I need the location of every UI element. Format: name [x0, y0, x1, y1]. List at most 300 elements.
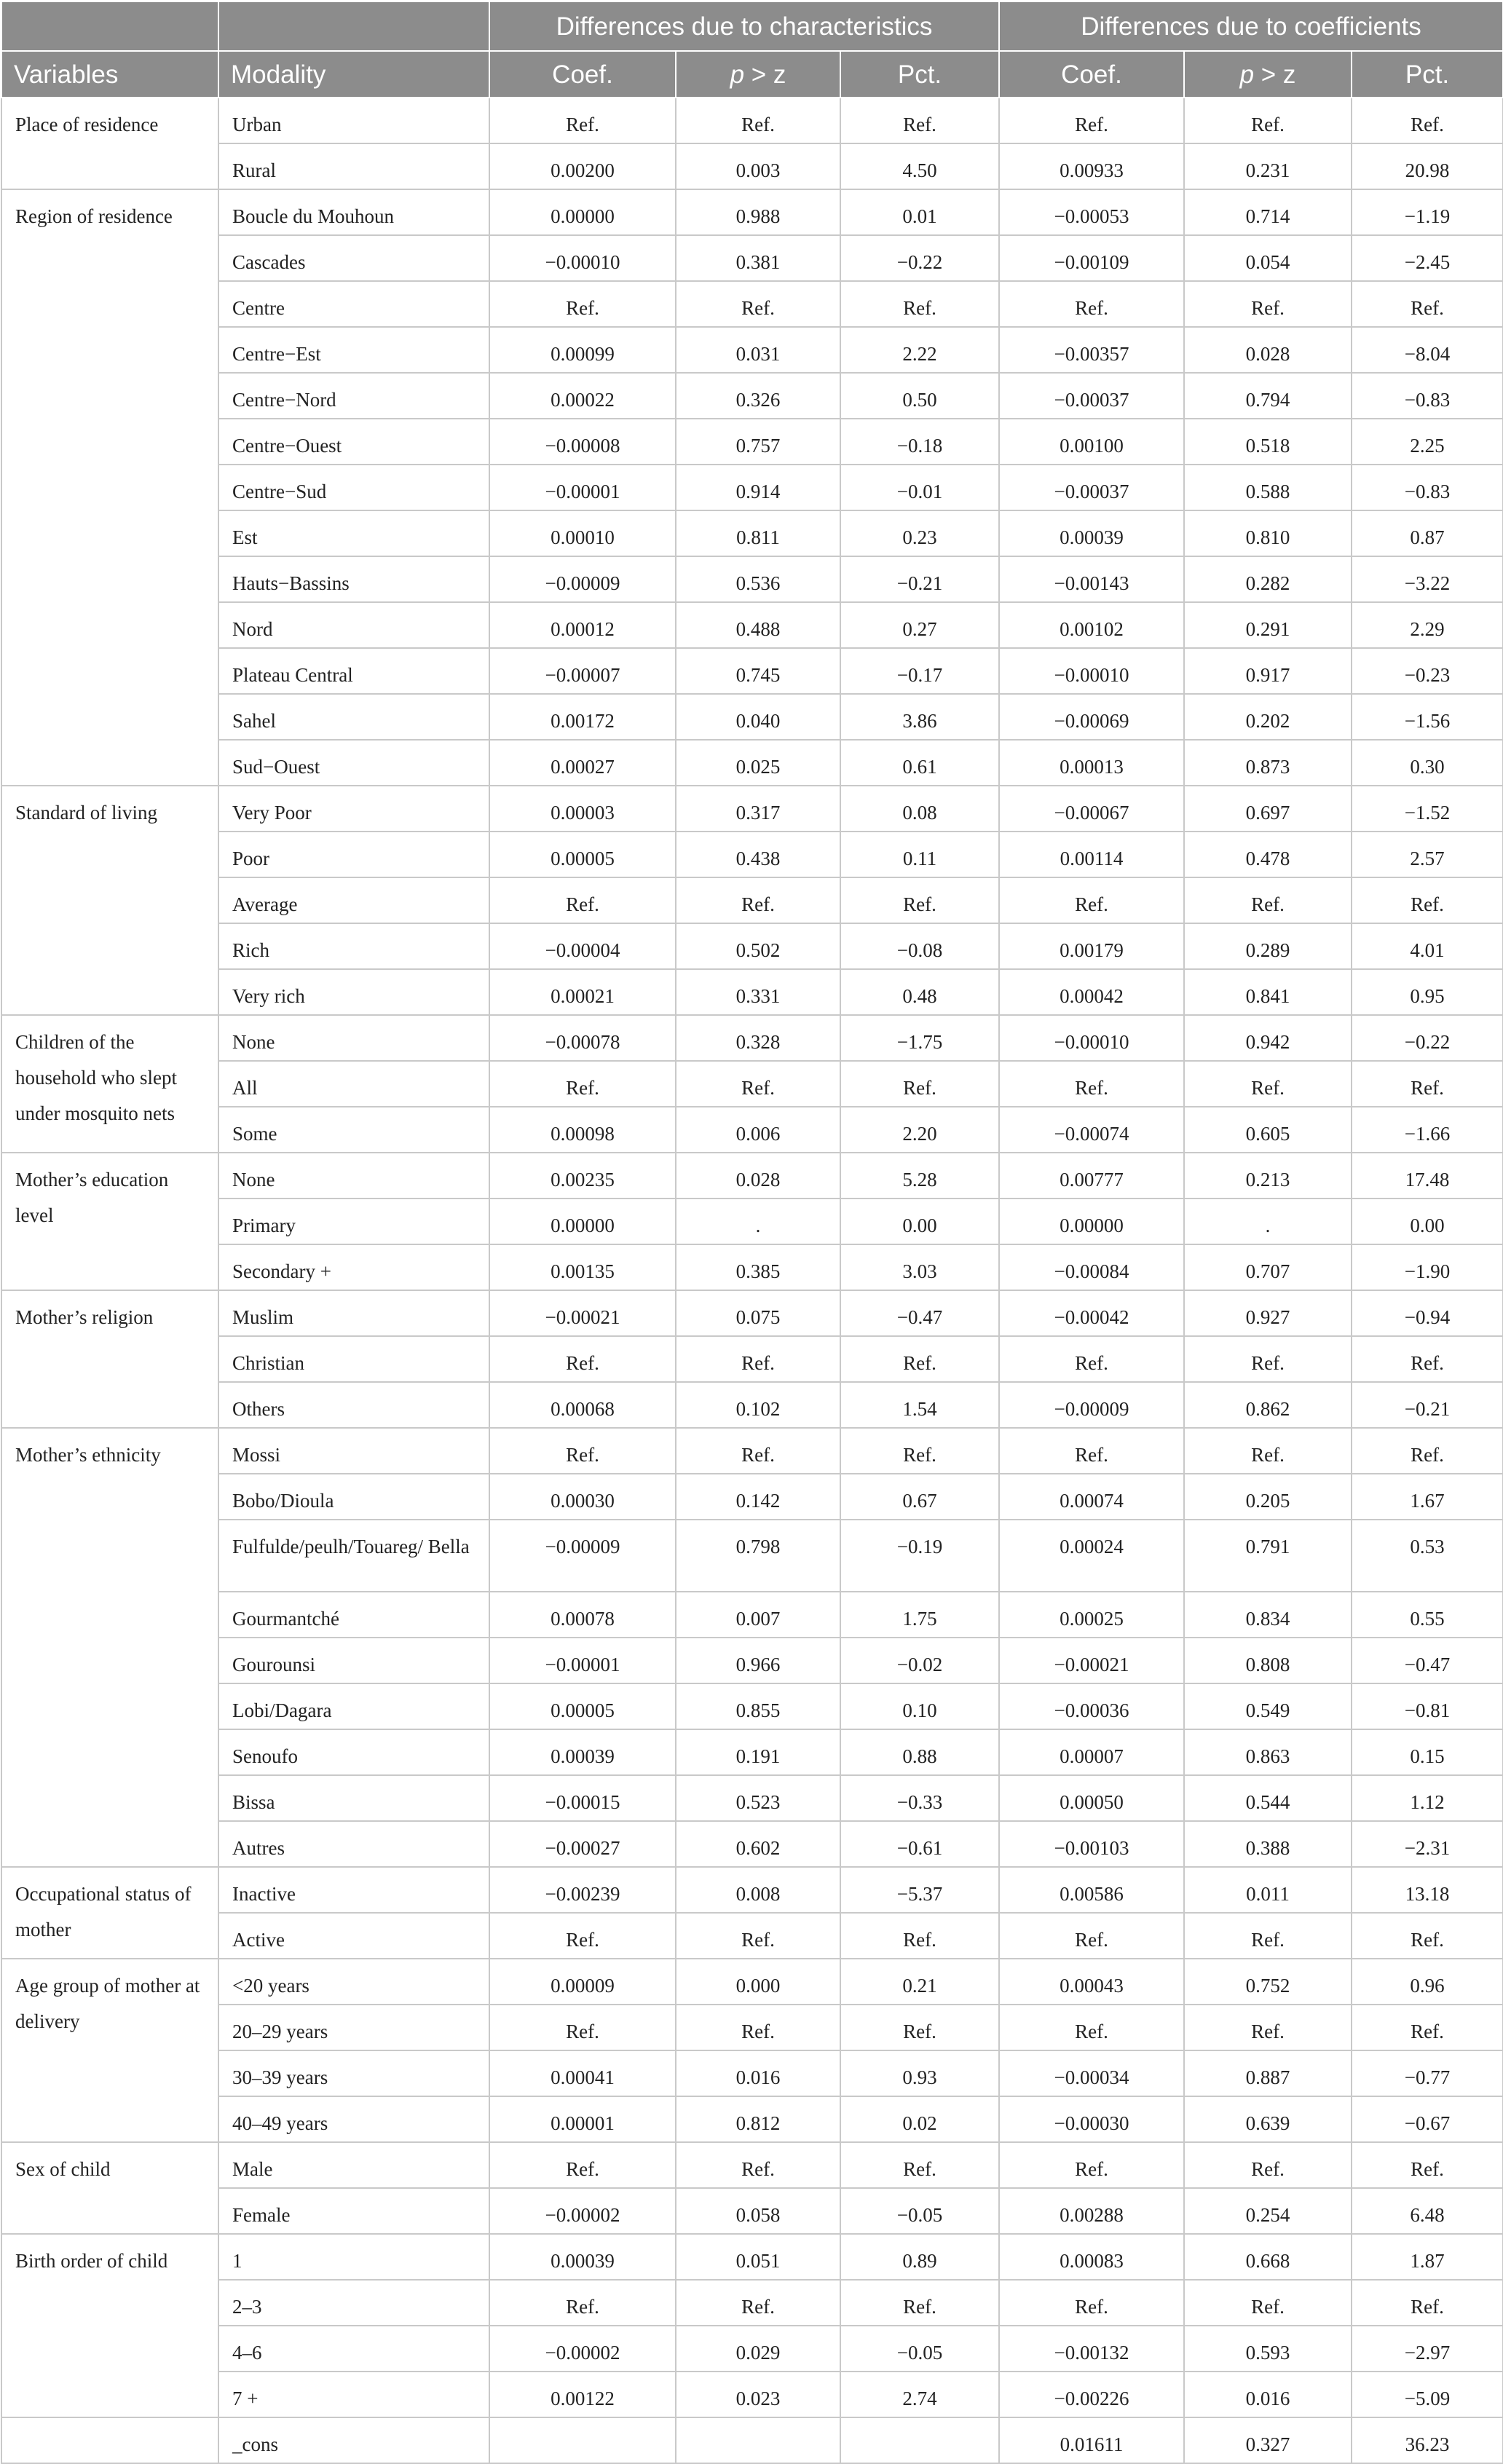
- coef-characteristics-value: 0.00005: [551, 1699, 615, 1721]
- coef-coefficients-value: 0.00100: [1060, 435, 1124, 457]
- coef-coefficients-cell: [999, 2142, 1184, 2188]
- modality-cell: [218, 419, 489, 465]
- pct-characteristics-value: −0.33: [896, 1790, 943, 1813]
- table-row: [1, 1729, 1503, 1775]
- table-row: [1, 648, 1503, 694]
- pvalue-coefficients-value: 0.917: [1245, 664, 1290, 686]
- coef-coefficients-cell: [999, 1382, 1184, 1428]
- pct-characteristics-value: Ref.: [903, 1077, 936, 1099]
- table-row: [1, 2417, 1503, 2463]
- pvalue-coefficients-cell: [1184, 465, 1352, 510]
- coef-coefficients-cell: [999, 832, 1184, 877]
- pvalue-characteristics-value: 0.025: [735, 756, 781, 778]
- pct-coefficients-value: −0.21: [1404, 1398, 1451, 1420]
- pct-coefficients-value: −3.22: [1404, 572, 1451, 594]
- pvalue-characteristics-value: 0.798: [735, 1536, 781, 1557]
- pct-characteristics-cell: [840, 281, 999, 327]
- pvalue-characteristics-value: 0.016: [735, 2066, 781, 2088]
- coef-characteristics-value: 0.00001: [551, 2112, 615, 2134]
- pvalue-coefficients-value: 0.549: [1245, 1699, 1290, 1721]
- pct-coefficients-cell: [1352, 373, 1503, 419]
- pvalue-characteristics-value: 0.003: [735, 159, 781, 181]
- coef-characteristics-value: 0.00068: [551, 1398, 615, 1420]
- coef-characteristics-cell: [489, 465, 676, 510]
- pvalue-coefficients-value: 0.289: [1245, 939, 1290, 961]
- pvalue-coefficients-value: 0.707: [1245, 1260, 1290, 1282]
- modality-label: Cascades: [232, 251, 306, 273]
- variable-cell: [1, 1959, 218, 2142]
- modality-label: Some: [232, 1123, 277, 1145]
- table-row: [1, 373, 1503, 419]
- pvalue-coefficients-cell: [1184, 1336, 1352, 1382]
- pct-characteristics-value: 4.50: [902, 159, 937, 181]
- coef-coefficients-cell: [999, 969, 1184, 1015]
- modality-label: 2–3: [232, 2295, 262, 2318]
- modality-label: Muslim: [232, 1306, 294, 1328]
- pvalue-characteristics-value: 0.381: [735, 251, 781, 273]
- coef-coefficients-value: −0.00069: [1054, 710, 1129, 732]
- coef-coefficients-cell: [999, 602, 1184, 648]
- coef-coefficients-value: 0.00013: [1060, 756, 1124, 778]
- coef-coefficients-value: −0.00074: [1054, 1123, 1129, 1145]
- pct-characteristics-cell: [840, 373, 999, 419]
- coef-characteristics-cell: [489, 1015, 676, 1061]
- pvalue-coefficients-cell: [1184, 419, 1352, 465]
- pvalue-coefficients-cell: [1184, 235, 1352, 281]
- coef-characteristics-cell: [489, 1474, 676, 1520]
- pct-coefficients-cell: [1352, 1775, 1503, 1821]
- pct-coefficients-value: −1.19: [1404, 205, 1451, 227]
- pct-characteristics-cell: [840, 235, 999, 281]
- pvalue-coefficients-value: Ref.: [1251, 1444, 1285, 1466]
- pct-characteristics-value: 1.75: [902, 1607, 937, 1630]
- modality-cell: [218, 832, 489, 877]
- pct-characteristics-value: 2.20: [902, 1123, 937, 1145]
- pvalue-coefficients-cell: [1184, 1199, 1352, 1244]
- pct-characteristics-value: Ref.: [903, 297, 936, 319]
- modality-label: Centre−Ouest: [232, 435, 342, 457]
- coef-characteristics-cell: [489, 373, 676, 419]
- pct-characteristics-cell: [840, 1775, 999, 1821]
- modality-label: Centre−Sud: [232, 481, 327, 502]
- pvalue-coefficients-cell: [1184, 1015, 1352, 1061]
- pvalue-coefficients-cell: [1184, 694, 1352, 740]
- header-coefficients-group: Differences due to coefficients: [999, 1, 1503, 51]
- pvalue-coefficients-value: 0.668: [1245, 2249, 1290, 2272]
- pvalue-coefficients-cell: [1184, 2326, 1352, 2372]
- pct-coefficients-cell: [1352, 2234, 1503, 2280]
- pvalue-coefficients-cell: [1184, 1775, 1352, 1821]
- pct-characteristics-cell: [840, 1729, 999, 1775]
- pct-characteristics-cell: [840, 602, 999, 648]
- table-row: [1, 1061, 1503, 1107]
- variable-cell: [1, 1867, 218, 1959]
- table-row: [1, 556, 1503, 602]
- pvalue-characteristics-cell: [676, 2280, 840, 2326]
- pct-characteristics-value: 1.54: [902, 1398, 937, 1420]
- variable-cell: [1, 189, 218, 786]
- coef-coefficients-cell: [999, 98, 1184, 143]
- coef-characteristics-cell: [489, 2234, 676, 2280]
- header-modality: Modality: [218, 51, 489, 98]
- pvalue-characteristics-cell: [676, 1592, 840, 1638]
- pct-coefficients-cell: [1352, 1107, 1503, 1153]
- pct-characteristics-value: 3.86: [902, 710, 937, 732]
- pvalue-coefficients-cell: [1184, 327, 1352, 373]
- pvalue-characteristics-value: 0.007: [735, 1607, 781, 1630]
- pvalue-coefficients-value: 0.016: [1245, 2387, 1290, 2409]
- modality-cell: [218, 1638, 489, 1683]
- coef-characteristics-value: Ref.: [566, 1352, 599, 1374]
- pvalue-coefficients-cell: [1184, 1520, 1352, 1592]
- variable-label: Region of residence: [15, 205, 173, 227]
- modality-cell: [218, 281, 489, 327]
- pct-characteristics-cell: [840, 465, 999, 510]
- pct-coefficients-value: 17.48: [1405, 1169, 1450, 1190]
- coef-coefficients-cell: [999, 1729, 1184, 1775]
- coef-characteristics-value: 0.00005: [551, 848, 615, 869]
- modality-cell: [218, 2234, 489, 2280]
- pct-characteristics-value: −0.01: [896, 481, 943, 502]
- pct-characteristics-cell: [840, 1867, 999, 1913]
- pct-characteristics-cell: [840, 2417, 999, 2463]
- coef-characteristics-cell: [489, 832, 676, 877]
- coef-characteristics-cell: [489, 1592, 676, 1638]
- pvalue-coefficients-value: 0.927: [1245, 1306, 1290, 1328]
- modality-cell: [218, 189, 489, 235]
- pvalue-characteristics-value: 0.988: [735, 205, 781, 227]
- pvalue-characteristics-cell: [676, 1153, 840, 1199]
- table-row: [1, 2096, 1503, 2142]
- coef-characteristics-cell: [489, 2372, 676, 2417]
- pct-characteristics-value: Ref.: [903, 1928, 936, 1951]
- pvalue-coefficients-value: Ref.: [1251, 2157, 1285, 2180]
- pvalue-characteristics-cell: [676, 1061, 840, 1107]
- pvalue-coefficients-cell: [1184, 143, 1352, 189]
- coef-coefficients-value: 0.00586: [1060, 1882, 1124, 1905]
- coef-coefficients-value: −0.00030: [1054, 2112, 1129, 2134]
- coef-coefficients-cell: [999, 1638, 1184, 1683]
- pct-characteristics-cell: [840, 510, 999, 556]
- modality-cell: [218, 740, 489, 786]
- pvalue-characteristics-value: 0.757: [735, 435, 781, 457]
- table-row: [1, 2372, 1503, 2417]
- pvalue-characteristics-value: 0.523: [735, 1790, 781, 1813]
- pvalue-coefficients-value: Ref.: [1251, 893, 1285, 915]
- pct-characteristics-value: Ref.: [903, 114, 936, 135]
- pct-coefficients-value: Ref.: [1411, 1352, 1444, 1374]
- coef-characteristics-cell: [489, 1867, 676, 1913]
- pct-characteristics-value: 2.74: [902, 2387, 937, 2409]
- modality-cell: [218, 1474, 489, 1520]
- pct-coefficients-cell: [1352, 98, 1503, 143]
- coef-characteristics-value: [493, 2418, 672, 2427]
- coef-coefficients-cell: [999, 2280, 1184, 2326]
- coef-coefficients-value: −0.00143: [1054, 572, 1129, 594]
- pct-coefficients-value: −0.67: [1404, 2112, 1451, 2134]
- pvalue-characteristics-value: 0.914: [735, 481, 781, 502]
- coef-characteristics-value: Ref.: [566, 1077, 599, 1099]
- coef-coefficients-value: −0.00084: [1054, 1260, 1129, 1282]
- pvalue-coefficients-value: Ref.: [1251, 114, 1285, 135]
- coef-coefficients-cell: [999, 465, 1184, 510]
- coef-characteristics-cell: [489, 1153, 676, 1199]
- pct-characteristics-cell: [840, 1382, 999, 1428]
- coef-characteristics-value: 0.00099: [551, 343, 615, 365]
- pct-characteristics-cell: [840, 1153, 999, 1199]
- pct-characteristics-cell: [840, 2326, 999, 2372]
- modality-label: Secondary +: [232, 1260, 331, 1282]
- coef-characteristics-value: 0.00135: [551, 1260, 615, 1282]
- pct-characteristics-value: 0.02: [902, 2112, 937, 2134]
- pct-coefficients-cell: [1352, 1199, 1503, 1244]
- modality-label: Mossi: [232, 1444, 281, 1466]
- pvalue-characteristics-value: 0.812: [735, 2112, 781, 2134]
- table-row: [1, 1107, 1503, 1153]
- coef-characteristics-value: 0.00030: [551, 1490, 615, 1512]
- variable-label: Age group of mother at delivery: [15, 1974, 200, 2032]
- pct-coefficients-cell: [1352, 694, 1503, 740]
- pvalue-characteristics-value: [679, 2418, 837, 2427]
- table-row: [1, 1199, 1503, 1244]
- coef-characteristics-cell: [489, 556, 676, 602]
- coef-coefficients-cell: [999, 923, 1184, 969]
- pct-characteristics-cell: [840, 877, 999, 923]
- coef-characteristics-cell: [489, 1199, 676, 1244]
- coef-characteristics-value: 0.00235: [551, 1169, 615, 1190]
- coef-characteristics-cell: [489, 2188, 676, 2234]
- pvalue-coefficients-cell: [1184, 2372, 1352, 2417]
- modality-cell: [218, 1729, 489, 1775]
- table-row: [1, 510, 1503, 556]
- pvalue-characteristics-cell: [676, 1913, 840, 1959]
- pvalue-characteristics-cell: [676, 2050, 840, 2096]
- coef-characteristics-value: −0.00015: [545, 1790, 620, 1813]
- pct-coefficients-cell: [1352, 2005, 1503, 2050]
- modality-cell: [218, 1244, 489, 1290]
- pvalue-coefficients-cell: [1184, 2280, 1352, 2326]
- table-header: [1, 1, 1503, 98]
- modality-cell: [218, 2188, 489, 2234]
- variable-cell: [1, 2417, 218, 2463]
- pvalue-characteristics-value: Ref.: [741, 2157, 775, 2180]
- pct-characteristics-value: 0.10: [902, 1699, 937, 1721]
- coef-coefficients-value: −0.00009: [1054, 1398, 1129, 1420]
- pct-coefficients-value: Ref.: [1411, 297, 1444, 319]
- table-row: [1, 1474, 1503, 1520]
- modality-label: 7 +: [232, 2387, 259, 2409]
- pvalue-coefficients-value: 0.205: [1245, 1490, 1290, 1512]
- coef-coefficients-cell: [999, 1428, 1184, 1474]
- pct-coefficients-value: 1.67: [1410, 1490, 1445, 1512]
- pvalue-characteristics-value: Ref.: [741, 114, 775, 135]
- header-coef-characteristics: Coef.: [489, 51, 676, 98]
- pvalue-characteristics-value: 0.191: [735, 1745, 781, 1767]
- pct-coefficients-cell: [1352, 1474, 1503, 1520]
- pct-coefficients-cell: [1352, 832, 1503, 877]
- modality-cell: [218, 1683, 489, 1729]
- pvalue-coefficients-value: 0.254: [1245, 2203, 1290, 2226]
- modality-cell: [218, 648, 489, 694]
- modality-cell: [218, 1107, 489, 1153]
- pvalue-coefficients-cell: [1184, 98, 1352, 143]
- modality-label: None: [232, 1169, 275, 1190]
- pvalue-characteristics-value: 0.040: [735, 710, 781, 732]
- coef-coefficients-value: 0.00039: [1060, 526, 1124, 548]
- pct-coefficients-value: 6.48: [1410, 2203, 1445, 2226]
- pct-coefficients-value: −1.90: [1404, 1260, 1451, 1282]
- modality-cell: [218, 1153, 489, 1199]
- pct-characteristics-cell: [840, 189, 999, 235]
- table-row: [1, 143, 1503, 189]
- pvalue-characteristics-value: 0.028: [735, 1169, 781, 1190]
- modality-cell: [218, 1061, 489, 1107]
- pvalue-characteristics-cell: [676, 1244, 840, 1290]
- coef-coefficients-cell: [999, 2188, 1184, 2234]
- pct-coefficients-cell: [1352, 281, 1503, 327]
- pvalue-characteristics-cell: [676, 189, 840, 235]
- coef-coefficients-cell: [999, 1775, 1184, 1821]
- coef-coefficients-value: −0.00357: [1054, 343, 1129, 365]
- coef-coefficients-cell: [999, 1107, 1184, 1153]
- coef-coefficients-cell: [999, 786, 1184, 832]
- pvalue-coefficients-cell: [1184, 2234, 1352, 2280]
- coef-coefficients-value: Ref.: [1075, 2020, 1108, 2042]
- header-pvalue-coefficients: [1184, 51, 1352, 98]
- coef-coefficients-value: 0.00114: [1060, 848, 1124, 869]
- coef-characteristics-cell: [489, 1913, 676, 1959]
- modality-cell: [218, 877, 489, 923]
- pvalue-characteristics-value: 0.031: [735, 343, 781, 365]
- pct-coefficients-cell: [1352, 2326, 1503, 2372]
- pct-characteristics-cell: [840, 2280, 999, 2326]
- pvalue-coefficients-value: 0.028: [1245, 343, 1290, 365]
- pvalue-coefficients-cell: [1184, 786, 1352, 832]
- pvalue-characteristics-cell: [676, 1107, 840, 1153]
- coef-characteristics-value: Ref.: [566, 1444, 599, 1466]
- pct-characteristics-value: −0.21: [896, 572, 943, 594]
- pct-coefficients-value: 0.87: [1410, 526, 1445, 548]
- modality-label: Sahel: [232, 710, 276, 732]
- modality-cell: [218, 1382, 489, 1428]
- coef-coefficients-value: 0.00043: [1060, 1974, 1124, 1997]
- coef-coefficients-cell: [999, 694, 1184, 740]
- pvalue-coefficients-cell: [1184, 556, 1352, 602]
- coef-coefficients-value: 0.00000: [1060, 1215, 1124, 1236]
- pct-coefficients-value: 0.55: [1410, 1607, 1445, 1630]
- pct-coefficients-cell: [1352, 143, 1503, 189]
- pct-coefficients-cell: [1352, 189, 1503, 235]
- coef-coefficients-cell: [999, 877, 1184, 923]
- pvalue-characteristics-cell: [676, 2417, 840, 2463]
- pct-characteristics-cell: [840, 969, 999, 1015]
- coef-characteristics-value: 0.00000: [551, 1215, 615, 1236]
- pct-characteristics-value: [844, 2418, 995, 2427]
- coef-coefficients-value: 0.00025: [1060, 1607, 1124, 1630]
- coef-coefficients-cell: [999, 1290, 1184, 1336]
- pct-characteristics-cell: [840, 1474, 999, 1520]
- pvalue-coefficients-value: Ref.: [1251, 1928, 1285, 1951]
- variable-label: Children of the household who slept under mosquito nets: [15, 1031, 177, 1124]
- modality-cell: [218, 2096, 489, 2142]
- pct-coefficients-cell: [1352, 923, 1503, 969]
- pct-characteristics-cell: [840, 786, 999, 832]
- modality-cell: [218, 1428, 489, 1474]
- pct-coefficients-value: Ref.: [1411, 2295, 1444, 2318]
- pvalue-coefficients-cell: [1184, 1474, 1352, 1520]
- coef-coefficients-value: 0.00288: [1060, 2203, 1124, 2226]
- modality-cell: [218, 2050, 489, 2096]
- pct-coefficients-cell: [1352, 1015, 1503, 1061]
- pct-characteristics-cell: [840, 648, 999, 694]
- table-row: [1, 969, 1503, 1015]
- coef-characteristics-cell: [489, 1520, 676, 1592]
- pvalue-characteristics-cell: [676, 419, 840, 465]
- variable-label: Mother’s religion: [15, 1306, 154, 1328]
- pvalue-coefficients-cell: [1184, 1107, 1352, 1153]
- pvalue-characteristics-value: Ref.: [741, 1444, 775, 1466]
- header-characteristics-group: Differences due to characteristics: [489, 1, 999, 51]
- pvalue-coefficients-value: 0.291: [1245, 618, 1290, 640]
- pvalue-characteristics-value: 0.385: [735, 1260, 781, 1282]
- coef-coefficients-cell: [999, 1821, 1184, 1867]
- table-row: [1, 1428, 1503, 1474]
- modality-label: Poor: [232, 848, 270, 869]
- coef-coefficients-value: −0.00067: [1054, 802, 1129, 824]
- modality-label: Gourounsi: [232, 1653, 315, 1675]
- pvalue-characteristics-value: 0.006: [735, 1123, 781, 1145]
- pct-characteristics-value: −0.19: [896, 1536, 943, 1557]
- pvalue-coefficients-cell: [1184, 923, 1352, 969]
- pct-characteristics-value: 0.21: [902, 1974, 937, 1997]
- variable-label: Mother’s ethnicity: [15, 1444, 161, 1466]
- pct-coefficients-value: Ref.: [1411, 1444, 1444, 1466]
- modality-cell: [218, 2280, 489, 2326]
- modality-label: Bissa: [232, 1790, 275, 1813]
- pct-characteristics-cell: [840, 2234, 999, 2280]
- table-row: [1, 189, 1503, 235]
- coef-characteristics-value: Ref.: [566, 1928, 599, 1951]
- header-pct-characteristics: Pct.: [840, 51, 999, 98]
- coef-characteristics-cell: [489, 602, 676, 648]
- pct-characteristics-value: −5.37: [896, 1882, 943, 1905]
- pct-characteristics-value: Ref.: [903, 1444, 936, 1466]
- modality-label: 40–49 years: [232, 2112, 328, 2134]
- header-variables: Variables: [1, 51, 218, 98]
- coef-characteristics-cell: [489, 786, 676, 832]
- pvalue-characteristics-cell: [676, 143, 840, 189]
- pvalue-coefficients-value: 0.841: [1245, 985, 1290, 1007]
- pvalue-characteristics-value: .: [755, 1215, 761, 1236]
- pct-coefficients-cell: [1352, 2050, 1503, 2096]
- modality-label: Nord: [232, 618, 273, 640]
- header-p-rest: > z: [1254, 60, 1296, 89]
- coef-coefficients-value: 0.00050: [1060, 1790, 1124, 1813]
- pct-coefficients-value: 0.15: [1410, 1745, 1445, 1767]
- modality-label: Female: [232, 2203, 291, 2226]
- coef-characteristics-value: −0.00008: [545, 435, 620, 457]
- table-row: [1, 832, 1503, 877]
- coef-characteristics-value: 0.00021: [551, 985, 615, 1007]
- header-p-rest: > z: [744, 60, 786, 89]
- coef-characteristics-value: −0.00002: [545, 2341, 620, 2364]
- coef-coefficients-value: −0.00034: [1054, 2066, 1129, 2088]
- pvalue-characteristics-value: 0.328: [735, 1031, 781, 1053]
- pvalue-characteristics-cell: [676, 1775, 840, 1821]
- pvalue-coefficients-cell: [1184, 2417, 1352, 2463]
- pvalue-characteristics-cell: [676, 832, 840, 877]
- header-column-row: [1, 51, 1503, 98]
